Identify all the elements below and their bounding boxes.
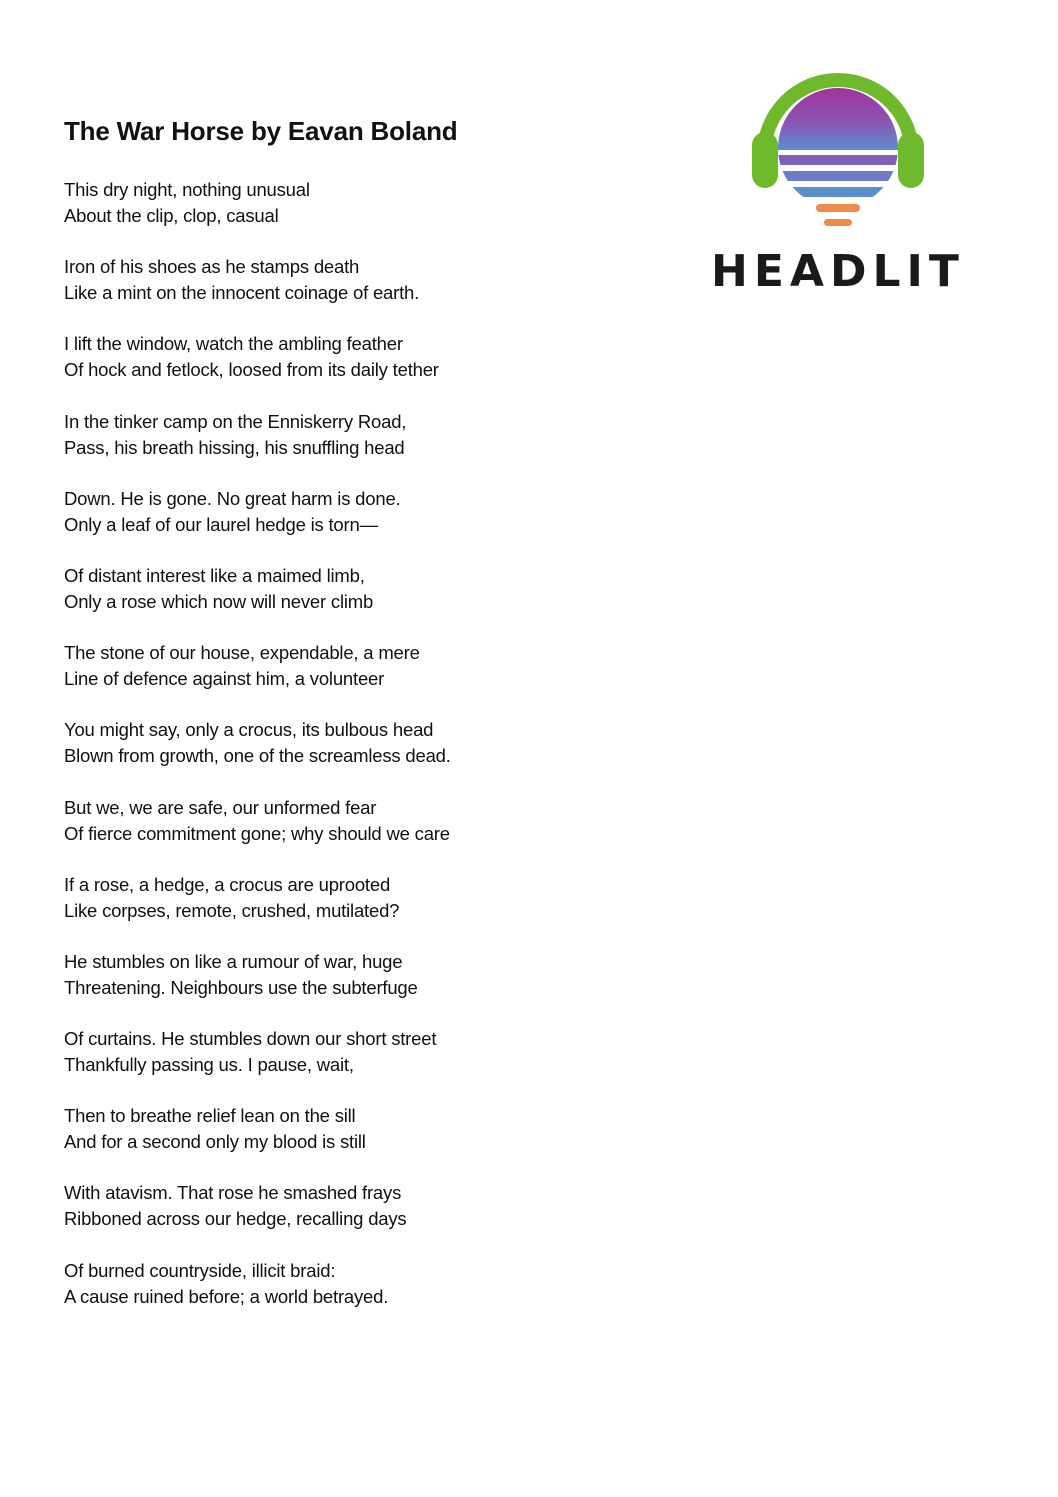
left-earcup-shape	[752, 132, 778, 188]
poem-line: In the tinker camp on the Enniskerry Road,	[64, 410, 407, 432]
poem-line: Of fierce commitment gone; why should we care	[64, 822, 450, 844]
stanza	[64, 177, 451, 229]
poem-line: Only a rose which now will never climb	[64, 590, 374, 612]
poem-line: He stumbles on like a rumour of war, huge	[64, 950, 403, 972]
stanza	[64, 1180, 451, 1232]
stanza	[64, 640, 451, 692]
stanza	[64, 795, 451, 847]
poem-line: Down. He is gone. No great harm is done.	[64, 487, 401, 509]
poem-line: Like corpses, remote, crushed, mutilated?	[64, 899, 400, 921]
stanza	[64, 563, 451, 615]
stanza	[64, 1258, 451, 1310]
poem-line: Line of defence against him, a volunteer	[64, 668, 385, 690]
headlit-logo	[694, 62, 982, 298]
right-earcup-shape	[898, 132, 924, 188]
poem-line: A cause ruined before; a world betrayed.	[64, 1285, 389, 1307]
logo-wordmark: HEADLIT	[711, 246, 965, 297]
poem-line: But we, we are safe, our unformed fear	[64, 796, 377, 818]
poem-line: Of burned countryside, illicit braid:	[64, 1259, 336, 1281]
poem-line: Only a leaf of our laurel hedge is torn—	[64, 513, 378, 535]
poem-line: You might say, only a crocus, its bulbous head	[64, 719, 434, 741]
accent-bar-shape	[816, 204, 860, 212]
stanza	[64, 949, 451, 1001]
poem-line: Like a mint on the innocent coinage of earth.	[64, 282, 420, 304]
poem-line: About the clip, clop, casual	[64, 205, 279, 226]
stanza	[64, 409, 451, 461]
stanza	[64, 1103, 451, 1155]
headphones-sunset-icon	[752, 62, 924, 232]
poem-title: The War Horse by Eavan Boland	[64, 116, 458, 146]
poem-body	[64, 177, 451, 1335]
stanza	[64, 254, 451, 306]
poem-line: Pass, his breath hissing, his snuffling head	[64, 436, 405, 458]
poem-line: Ribboned across our hedge, recalling days	[64, 1208, 407, 1230]
poem-line: This dry night, nothing unusual	[64, 179, 310, 200]
poem-line: Of distant interest like a maimed limb,	[64, 564, 365, 586]
stanza	[64, 1026, 451, 1078]
poem-line: Then to breathe relief lean on the sill	[64, 1105, 356, 1127]
stanza	[64, 486, 451, 538]
stanza	[64, 872, 451, 924]
poem-line: Thankfully passing us. I pause, wait,	[64, 1054, 354, 1076]
stanza	[64, 331, 451, 383]
poem-line: Iron of his shoes as he stamps death	[64, 256, 360, 278]
poem-line: Of hock and fetlock, loosed from its daily tether	[64, 359, 439, 381]
poem-line: Of curtains. He stumbles down our short street	[64, 1028, 437, 1050]
poem-line: I lift the window, watch the ambling feather	[64, 333, 403, 355]
poem-line: Blown from growth, one of the screamless dead.	[64, 745, 451, 767]
accent-bar-small-shape	[824, 219, 852, 226]
stanza	[64, 717, 451, 769]
poem-line: With atavism. That rose he smashed frays	[64, 1182, 402, 1204]
poem-line: And for a second only my blood is still	[64, 1131, 366, 1153]
poem-line: The stone of our house, expendable, a mere	[64, 642, 420, 664]
poem-line: If a rose, a hedge, a crocus are uprooted	[64, 873, 391, 895]
poem-line: Threatening. Neighbours use the subterfuge	[64, 976, 418, 998]
